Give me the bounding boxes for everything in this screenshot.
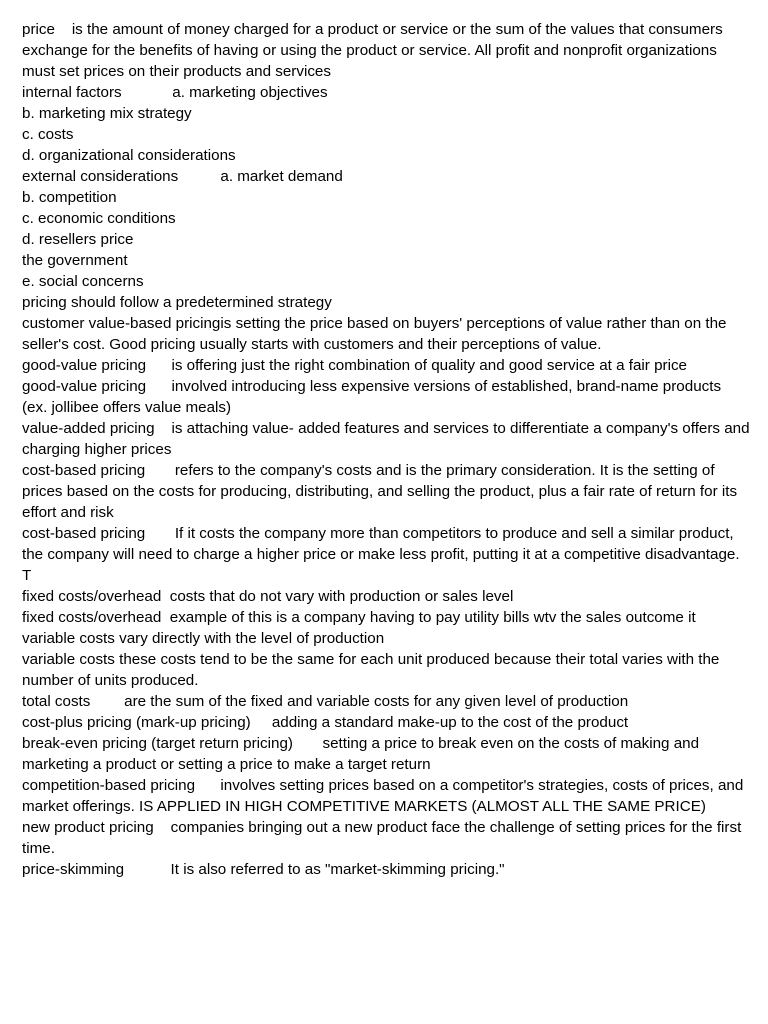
entry-definition: setting a price to break even on the costs of making and marketing a product or setting a price to make a target return	[22, 735, 700, 773]
entry-term: break-even pricing (target return pricing)	[22, 735, 293, 752]
entry-definition: pricing should follow a predetermined strategy	[22, 294, 332, 311]
glossary-entry	[22, 145, 750, 166]
entry-definition: vary directly with the level of production	[119, 630, 385, 647]
entry-term: variable costs	[22, 630, 115, 647]
entry-definition: If it costs the company more than competitors to produce and sell a similar product, the company will need to charge a higher price or make less profit, putting it at a competitive disadvantage. T	[22, 525, 740, 584]
glossary-entry	[22, 418, 750, 460]
glossary-entry	[22, 103, 750, 124]
entry-definition: d. organizational considerations	[22, 147, 236, 164]
entry-definition: the government	[22, 252, 128, 269]
glossary-entry	[22, 166, 750, 187]
entry-term: total costs	[22, 693, 91, 710]
entry-term: cost-based pricing	[22, 525, 146, 542]
glossary-entry	[22, 313, 750, 355]
glossary-entry	[22, 775, 750, 817]
entry-definition: companies bringing out a new product face the challenge of setting prices for the first time.	[22, 819, 742, 857]
glossary-entry	[22, 271, 750, 292]
entry-definition: is attaching value- added features and services to differentiate a company's offers and charging higher prices	[22, 420, 750, 458]
entry-term: value-added pricing	[22, 420, 155, 437]
glossary-entry	[22, 376, 750, 418]
glossary-entry	[22, 649, 750, 691]
glossary-entry	[22, 733, 750, 775]
glossary-entry	[22, 82, 750, 103]
entry-definition: d. resellers price	[22, 231, 134, 248]
entry-term: price-skimming	[22, 861, 125, 878]
entry-term: cost-plus pricing (mark-up pricing)	[22, 714, 251, 731]
entry-definition: is the amount of money charged for a product or service or the sum of the values that consumers exchange for the benefits of having or using the product or service. All profit and nonprofit organizations must set prices on their products and services	[22, 21, 723, 80]
entry-term: cost-based pricing	[22, 462, 146, 479]
entry-term: competition-based pricing	[22, 777, 196, 794]
glossary-entry	[22, 229, 750, 250]
glossary-entry	[22, 712, 750, 733]
entry-definition: is setting the price based on buyers' perceptions of value rather than on the seller's cost. Good pricing usually starts with customers and their perceptions of value.	[22, 315, 727, 353]
glossary-entry	[22, 208, 750, 229]
glossary-entry	[22, 607, 750, 628]
entry-term: fixed costs/overhead	[22, 609, 162, 626]
entry-definition: a. marketing objectives	[172, 84, 328, 101]
entry-definition: involved introducing less expensive versions of established, brand-name products (ex. jollibee offers value meals)	[22, 378, 722, 416]
glossary-entry	[22, 19, 750, 82]
entry-definition: b. marketing mix strategy	[22, 105, 192, 122]
entry-term: new product pricing	[22, 819, 154, 836]
glossary-entry	[22, 124, 750, 145]
glossary-entry	[22, 355, 750, 376]
entry-term: customer value-based pricing	[22, 315, 221, 332]
entry-definition: are the sum of the fixed and variable costs for any given level of production	[124, 693, 629, 710]
entry-definition: adding a standard make-up to the cost of the product	[271, 714, 629, 731]
document-body	[22, 19, 750, 880]
entry-term: external considerations	[22, 168, 179, 185]
entry-definition: refers to the company's costs and is the primary consideration. It is the setting of prices based on the costs for producing, distributing, and selling the product, plus a fair rate of return for its effort and risk	[22, 462, 738, 521]
entry-term: internal factors	[22, 84, 122, 101]
glossary-entry	[22, 250, 750, 271]
glossary-entry	[22, 586, 750, 607]
entry-definition: It is also referred to as "market-skimming pricing."	[170, 861, 505, 878]
glossary-entry	[22, 859, 750, 880]
entry-term: good-value pricing	[22, 378, 147, 395]
entry-definition: a. market demand	[220, 168, 343, 185]
glossary-entry	[22, 292, 750, 313]
entry-definition: c. economic conditions	[22, 210, 176, 227]
glossary-entry	[22, 628, 750, 649]
glossary-entry	[22, 460, 750, 523]
entry-definition: example of this is a company having to pay utility bills wtv the sales outcome it	[169, 609, 696, 626]
entry-definition: costs that do not vary with production or sales level	[169, 588, 514, 605]
entry-definition: e. social concerns	[22, 273, 144, 290]
entry-definition: these costs tend to be the same for each unit produced because their total varies with the number of units produced.	[22, 651, 720, 689]
entry-definition: is offering just the right combination of quality and good service at a fair price	[171, 357, 687, 374]
glossary-entry	[22, 817, 750, 859]
entry-definition: c. costs	[22, 126, 74, 143]
entry-term: price	[22, 21, 55, 38]
entry-definition: involves setting prices based on a competitor's strategies, costs of prices, and market offerings. IS APPLIED IN HIGH COMPETITIVE MARKETS (ALMOST ALL THE SAME PRICE)	[22, 777, 744, 815]
entry-definition: b. competition	[22, 189, 117, 206]
glossary-entry	[22, 523, 750, 586]
entry-term: fixed costs/overhead	[22, 588, 162, 605]
entry-term: good-value pricing	[22, 357, 147, 374]
glossary-entry	[22, 187, 750, 208]
entry-term: variable costs	[22, 651, 115, 668]
glossary-entry	[22, 691, 750, 712]
